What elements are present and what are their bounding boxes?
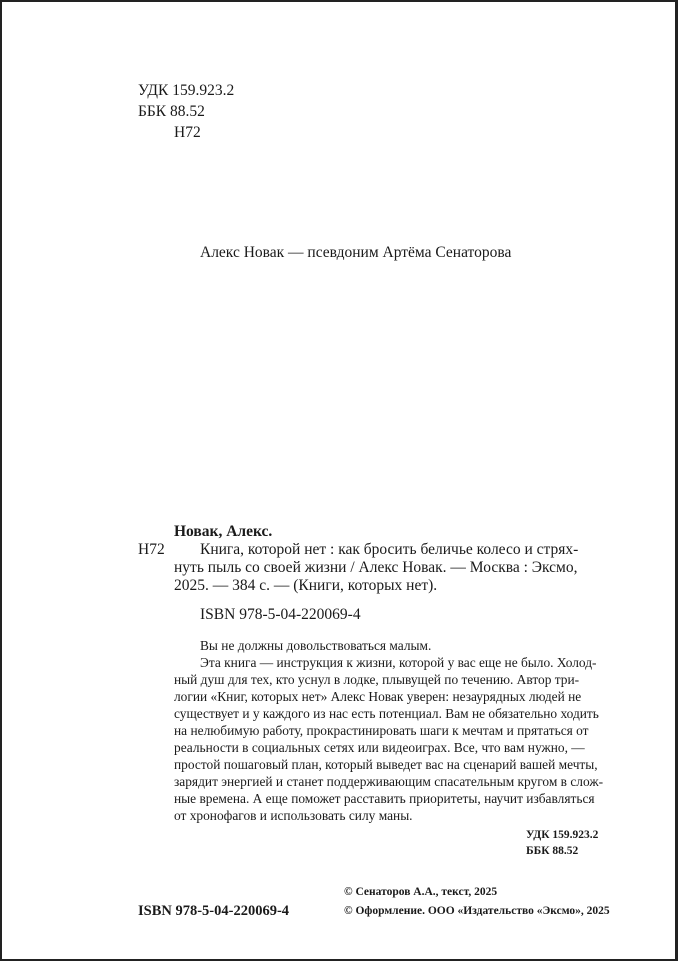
- annotation-line: Вы не должны довольствоваться малым.: [200, 638, 432, 653]
- annotation-line: простой пошаговый план, который выведет вас на сценарий вашей мечты,: [174, 757, 598, 772]
- bib-line: Книга, которой нет : как бросить беличье колесо и стрях-: [200, 541, 579, 558]
- bib-line: нуть пыль со своей жизни / Алекс Новак. — Москва : Эксмо,: [174, 559, 578, 576]
- bottom-udk-code: УДК 159.923.2: [526, 829, 599, 841]
- annotation-line: ный душ для тех, кто уснул в лодке, плывущей по течению. Автор три-: [174, 672, 580, 687]
- annotation-line: ные времена. А еще поможет расставить приоритеты, научит избавляться: [174, 791, 595, 806]
- footer-isbn: ISBN 978-5-04-220069-4: [138, 903, 290, 919]
- annotation-line: на нелюбимую работу, прокрастинировать шаги к мечтам и прятаться от: [174, 723, 589, 738]
- annotation-line: от хронофагов и использовать силу маны.: [174, 808, 413, 823]
- udk-code: УДК 159.923.2: [138, 82, 235, 99]
- copyright-design: © Оформление. ООО «Издательство «Эксмо», 2025: [344, 905, 610, 917]
- author-mark: Н72: [174, 124, 201, 141]
- bib-isbn: ISBN 978-5-04-220069-4: [200, 606, 361, 623]
- annotation-line: существует и у каждого из нас есть потенциал. Вам не обязательно ходить: [174, 706, 599, 721]
- pseudonym-note: Алекс Новак — псевдоним Артёма Сенаторова: [200, 244, 512, 261]
- bib-line: 2025. — 384 с. — (Книги, которых нет).: [174, 577, 438, 594]
- copyright-text: © Сенаторов А.А., текст, 2025: [344, 886, 498, 898]
- annotation-line: реальности в социальных сетях или видеоиграх. Все, что вам нужно, —: [174, 740, 585, 755]
- annotation-line: зарядит энергией и станет поддерживающим спасательным кругом в слож-: [174, 774, 604, 789]
- author-heading: Новак, Алекс.: [174, 523, 273, 540]
- annotation-line: Эта книга — инструкция к жизни, которой у вас еще не было. Холод-: [200, 655, 597, 670]
- bbk-code: ББК 88.52: [138, 103, 205, 120]
- annotation-line: логии «Книг, которых нет» Алекс Новак уверен: незаурядных людей не: [174, 689, 582, 704]
- bottom-bbk-code: ББК 88.52: [526, 845, 579, 857]
- bib-author-mark: Н72: [138, 541, 165, 558]
